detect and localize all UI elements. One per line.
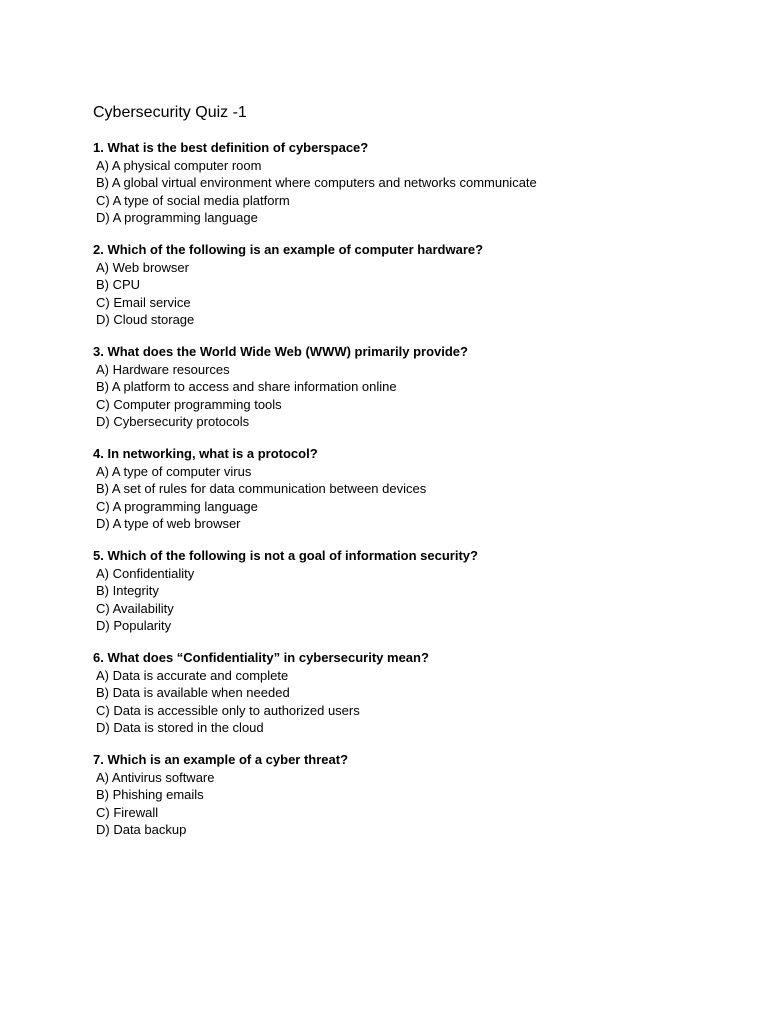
option-list — [93, 565, 733, 635]
question-3 — [93, 343, 733, 431]
question-text: 2. Which of the following is an example of computer hardware? — [93, 242, 484, 257]
question-text: 5. Which of the following is not a goal of information security? — [93, 548, 478, 563]
option-c: C) Email service — [96, 294, 191, 310]
option-a: A) A type of computer virus — [96, 463, 252, 479]
option-b: B) Phishing emails — [96, 787, 204, 802]
option-b: B) A set of rules for data communication between devices — [96, 481, 427, 496]
option-c: C) Availability — [96, 600, 174, 616]
question-4 — [93, 445, 733, 533]
option-c: C) Data is accessible only to authorized users — [96, 702, 360, 718]
option-b: B) CPU — [96, 277, 141, 292]
option-d: D) Cloud storage — [96, 312, 195, 327]
question-text: 7. Which is an example of a cyber threat? — [93, 752, 349, 767]
option-d: D) Popularity — [96, 618, 172, 633]
question-text: 6. What does “Confidentiality” in cybersecurity mean? — [93, 650, 429, 665]
option-a: A) Confidentiality — [96, 565, 195, 581]
option-b: B) A global virtual environment where computers and networks communicate — [96, 175, 537, 190]
question-text: 3. What does the World Wide Web (WWW) primarily provide? — [93, 344, 468, 359]
option-b: B) Data is available when needed — [96, 685, 290, 700]
option-c: C) A type of social media platform — [96, 192, 290, 208]
question-1 — [93, 139, 733, 227]
question-6 — [93, 649, 733, 737]
option-d: D) Data is stored in the cloud — [96, 720, 264, 735]
question-text: 4. In networking, what is a protocol? — [93, 446, 318, 461]
option-d: D) Cybersecurity protocols — [96, 414, 250, 429]
option-a: A) Antivirus software — [96, 769, 215, 785]
document-page — [93, 102, 733, 853]
option-a: A) Hardware resources — [96, 361, 230, 377]
question-2 — [93, 241, 733, 329]
option-list — [93, 157, 733, 227]
option-d: D) Data backup — [96, 822, 187, 837]
option-a: A) Web browser — [96, 259, 189, 275]
option-list — [93, 463, 733, 533]
option-b: B) Integrity — [96, 583, 159, 598]
option-list — [93, 361, 733, 431]
option-d: D) A programming language — [96, 210, 258, 225]
page-title: Cybersecurity Quiz -1 — [93, 104, 247, 121]
option-c: C) Firewall — [96, 804, 159, 820]
option-d: D) A type of web browser — [96, 516, 241, 531]
option-c: C) Computer programming tools — [96, 396, 282, 412]
option-list — [93, 259, 733, 329]
question-7 — [93, 751, 733, 839]
option-c: C) A programming language — [96, 498, 258, 514]
option-list — [93, 769, 733, 839]
option-a: A) Data is accurate and complete — [96, 667, 289, 683]
option-list — [93, 667, 733, 737]
option-a: A) A physical computer room — [96, 157, 262, 173]
question-text: 1. What is the best definition of cyberspace? — [93, 140, 369, 155]
option-b: B) A platform to access and share information online — [96, 379, 397, 394]
question-5 — [93, 547, 733, 635]
